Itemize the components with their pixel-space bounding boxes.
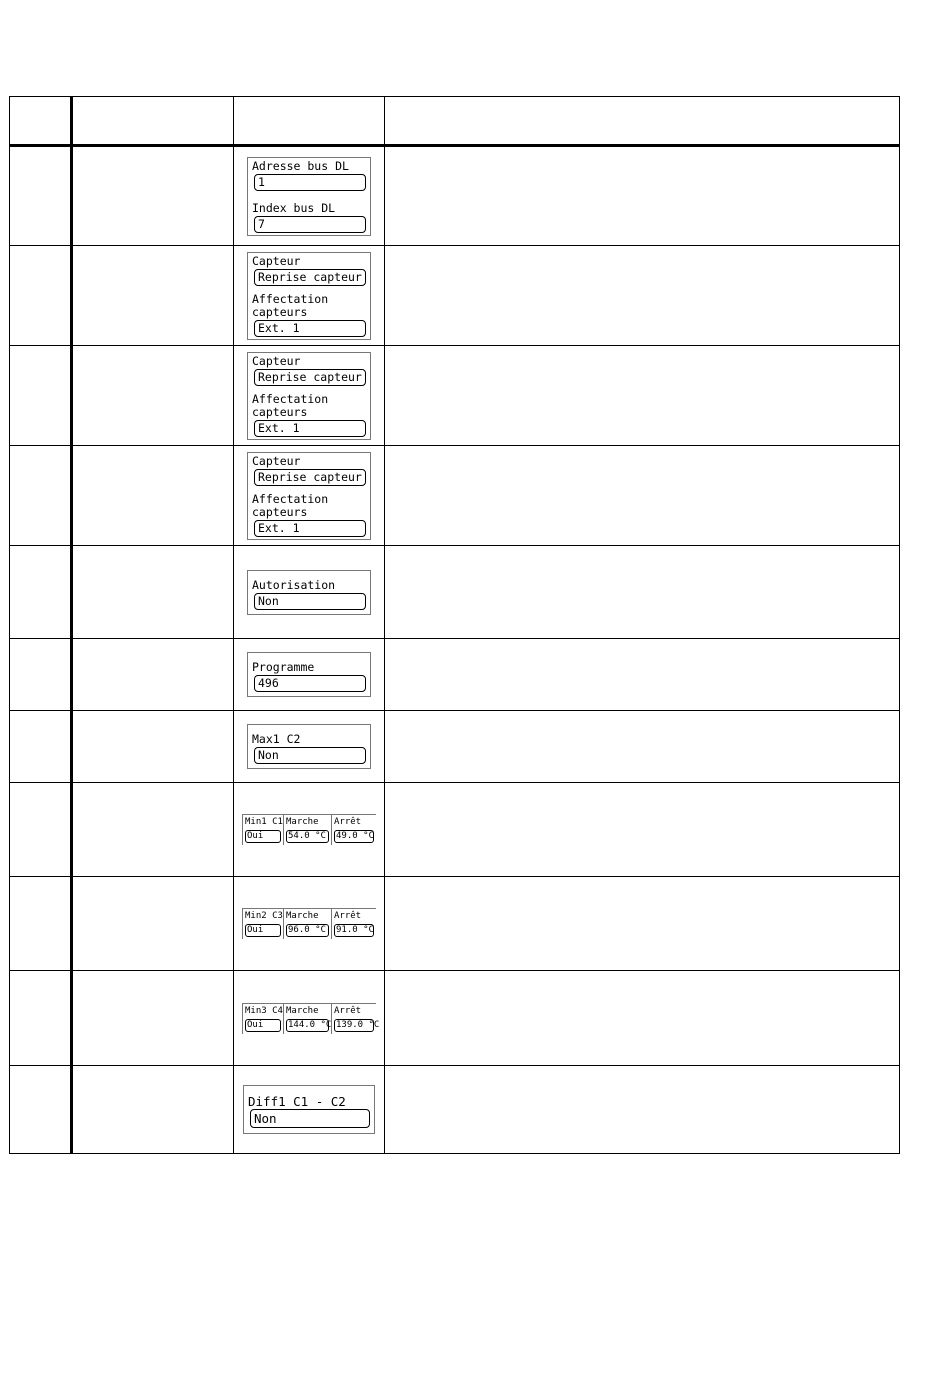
max1-c2-label: Max1 C2 <box>252 732 301 746</box>
off-temp-label: Arrêt <box>334 911 362 921</box>
sensor-label: Capteur <box>252 353 301 368</box>
sensor-assignment-label: Affectation capteurs <box>252 491 329 519</box>
min2-c3-label: Min2 C3 <box>245 911 283 921</box>
table-row <box>10 346 900 446</box>
lcd-screen <box>247 252 371 340</box>
dl-bus-index-field[interactable]: 7 <box>254 216 366 233</box>
sensor-field[interactable]: Reprise capteur <box>254 269 366 286</box>
lcd-screen <box>242 814 376 845</box>
dl-bus-address-label: Adresse bus DL <box>252 158 349 173</box>
sensor-label: Capteur <box>252 453 301 468</box>
on-temp-label: Marche <box>286 911 319 921</box>
off-temp-label: Arrêt <box>334 1005 362 1016</box>
diff1-c1-c2-label: Diff1 C1 - C2 <box>248 1094 346 1109</box>
off-temp-field[interactable]: 91.0 °C <box>336 925 374 935</box>
display-cell <box>234 446 385 546</box>
min1-c1-label: Min1 C1 <box>245 817 283 827</box>
sensor-label: Capteur <box>252 253 301 268</box>
header-cell-3 <box>234 97 385 146</box>
table-row <box>10 877 900 971</box>
min3-c4-field[interactable]: Oui <box>245 1019 281 1032</box>
table-row <box>10 446 900 546</box>
table-row <box>10 639 900 711</box>
off-temp-field[interactable]: 49.0 °C <box>336 831 374 841</box>
lcd-screen <box>247 157 371 236</box>
table-row <box>10 971 900 1066</box>
table-row <box>10 246 900 346</box>
parameter-table <box>9 96 900 1154</box>
lcd-screen <box>247 570 371 615</box>
on-temp-field[interactable]: 96.0 °C <box>286 924 329 937</box>
sensor-assignment-field[interactable]: Ext. 1 <box>254 420 366 437</box>
header-cell-2 <box>72 97 234 146</box>
min2-c3-field[interactable]: Oui <box>245 924 281 937</box>
table-row <box>10 546 900 639</box>
min3-c4-label: Min3 C4 <box>245 1005 283 1016</box>
lcd-screen <box>247 352 371 440</box>
lcd-screen <box>242 1003 380 1034</box>
display-cell <box>234 146 385 246</box>
sensor-assignment-field[interactable]: Ext. 1 <box>254 520 366 537</box>
authorization-field[interactable]: Non <box>254 593 366 610</box>
dl-bus-address-field[interactable]: 1 <box>254 174 366 191</box>
display-cell <box>234 711 385 783</box>
off-temp-field[interactable]: 139.0 °C <box>336 1019 380 1030</box>
sensor-field[interactable]: Reprise capteur <box>254 369 366 386</box>
diff1-c1-c2-field[interactable]: Non <box>250 1109 370 1128</box>
table-row <box>10 783 900 877</box>
display-cell <box>234 546 385 639</box>
display-cell <box>234 639 385 711</box>
max1-c2-field[interactable]: Non <box>254 747 366 764</box>
table-row <box>10 1066 900 1154</box>
off-temp-label: Arrêt <box>334 817 362 827</box>
on-temp-field[interactable]: 54.0 °C <box>286 830 329 843</box>
sensor-assignment-label: Affectation capteurs <box>252 391 329 419</box>
dl-bus-index-label: Index bus DL <box>252 200 336 215</box>
lcd-screen <box>247 724 371 769</box>
sensor-field[interactable]: Reprise capteur <box>254 469 366 486</box>
header-cell-1 <box>10 97 72 146</box>
on-temp-field[interactable]: 144.0 °C <box>288 1019 332 1030</box>
display-cell <box>234 246 385 346</box>
authorization-label: Autorisation <box>252 577 336 592</box>
min1-c1-field[interactable]: Oui <box>245 830 281 843</box>
lcd-screen <box>247 452 371 540</box>
sensor-assignment-field[interactable]: Ext. 1 <box>254 320 366 337</box>
on-temp-label: Marche <box>286 817 319 827</box>
lcd-screen <box>247 652 371 697</box>
table-row <box>10 711 900 783</box>
on-temp-label: Marche <box>286 1005 319 1016</box>
display-cell <box>234 971 385 1066</box>
program-field[interactable]: 496 <box>254 675 366 692</box>
program-label: Programme <box>252 660 315 674</box>
display-cell <box>234 783 385 877</box>
table-row <box>10 146 900 246</box>
display-cell <box>234 877 385 971</box>
lcd-screen <box>242 908 376 939</box>
display-cell <box>234 346 385 446</box>
lcd-screen <box>243 1085 375 1134</box>
header-cell-4 <box>385 97 900 146</box>
display-cell <box>234 1066 385 1154</box>
sensor-assignment-label: Affectation capteurs <box>252 291 329 319</box>
table-header-row <box>10 97 900 146</box>
